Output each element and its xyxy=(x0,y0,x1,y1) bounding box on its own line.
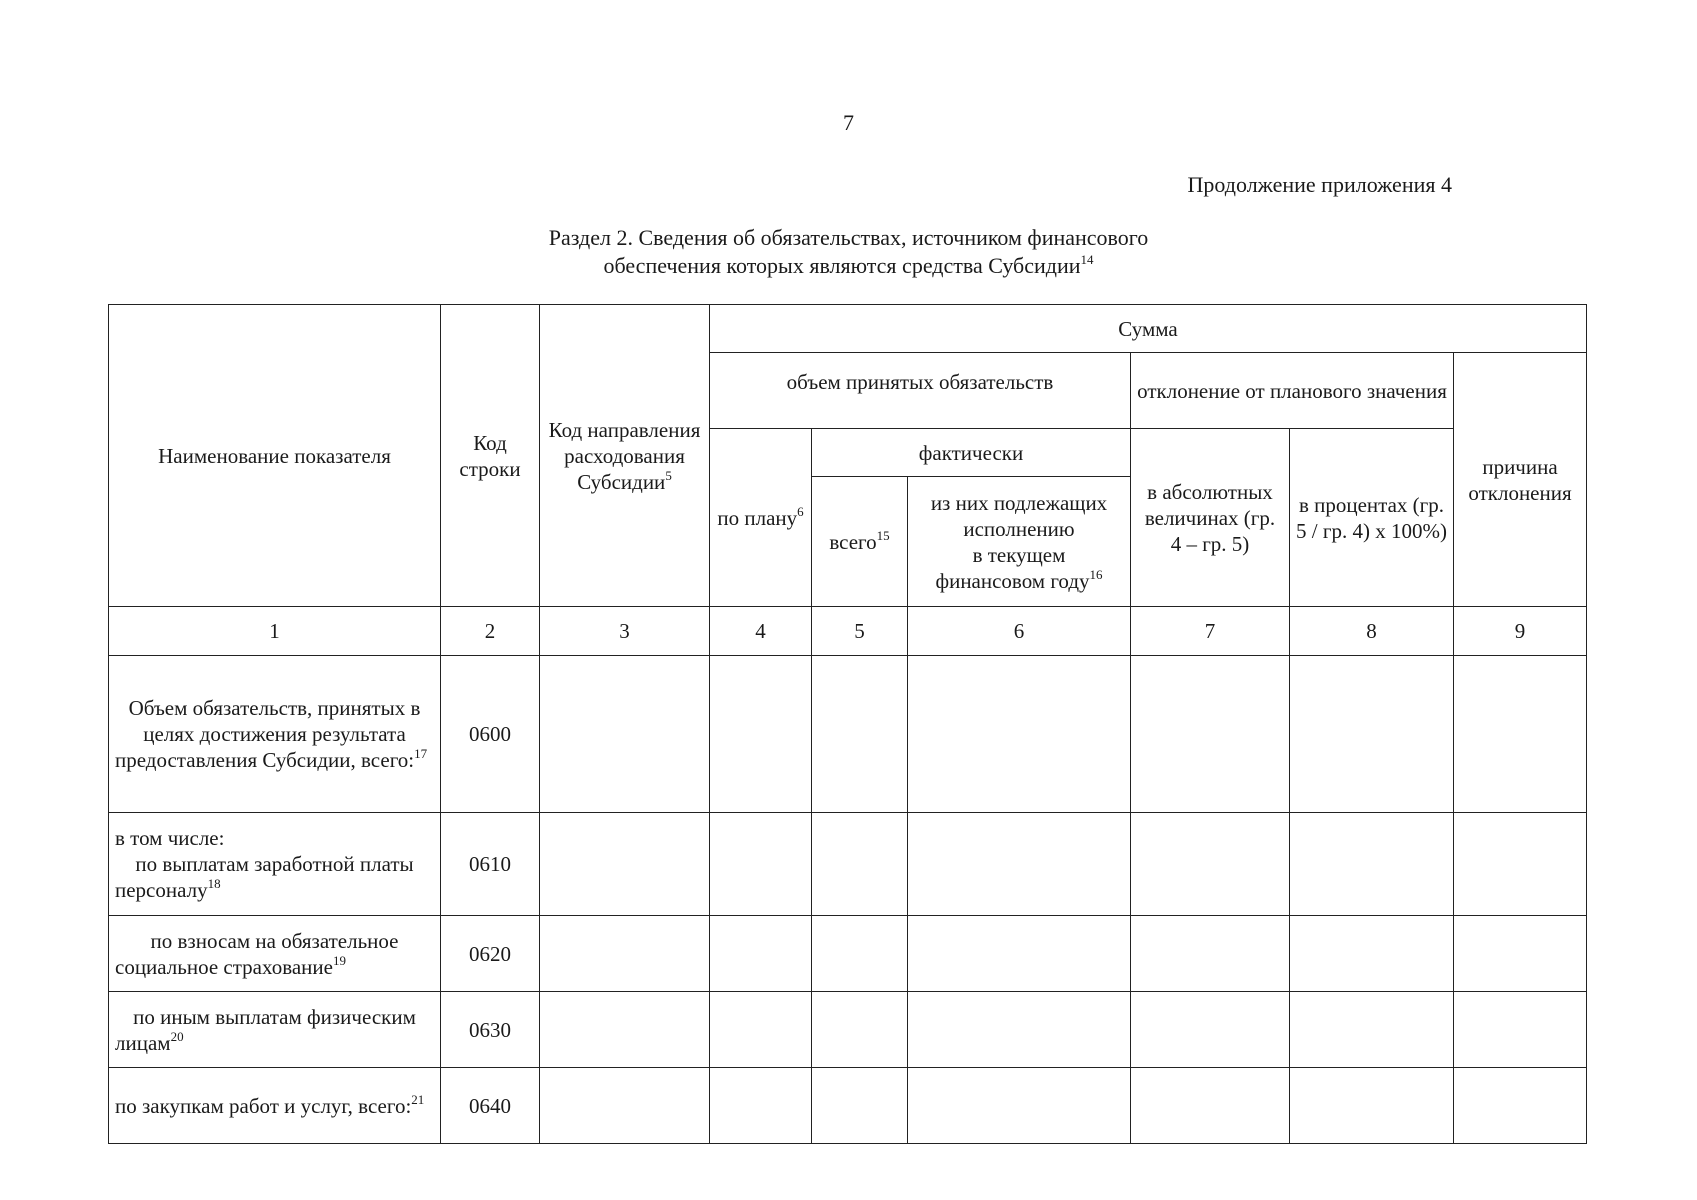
empty-cell[interactable] xyxy=(710,656,812,813)
header-row-code: Код строки xyxy=(441,305,540,607)
empty-cell[interactable] xyxy=(1454,916,1587,992)
empty-cell[interactable] xyxy=(1290,916,1454,992)
empty-cell[interactable] xyxy=(710,916,812,992)
empty-cell[interactable] xyxy=(1131,656,1290,813)
empty-cell[interactable] xyxy=(1131,1068,1290,1144)
footnote-ref: 5 xyxy=(665,467,672,483)
header-obligations-volume: объем принятых обязательств xyxy=(710,353,1131,429)
empty-cell[interactable] xyxy=(1290,992,1454,1068)
column-number: 1 xyxy=(109,607,441,656)
empty-cell[interactable] xyxy=(540,992,710,1068)
row-name: по закупкам работ и услуг, всего:$^{21}$ xyxy=(109,1068,441,1144)
empty-cell[interactable] xyxy=(812,916,908,992)
header-current-year: из них подлежащих исполнению в текущем финансовом году$^{16}$ xyxy=(908,477,1131,607)
table-row xyxy=(109,813,1587,916)
footnote-ref: 18 xyxy=(207,876,221,891)
section-title-line2: обеспечения которых являются средства Субсидии$^{14}$ xyxy=(603,252,1094,278)
empty-cell[interactable] xyxy=(908,656,1131,813)
row-code: 0610 xyxy=(441,813,540,916)
empty-cell[interactable] xyxy=(710,992,812,1068)
empty-cell[interactable] xyxy=(540,1068,710,1144)
column-number: 9 xyxy=(1454,607,1587,656)
empty-cell[interactable] xyxy=(1290,813,1454,916)
empty-cell[interactable] xyxy=(1290,1068,1454,1144)
empty-cell[interactable] xyxy=(908,1068,1131,1144)
footnote-ref: 19 xyxy=(332,952,346,968)
row-name: Объем обязательств, принятых в целях достижения результата предоставления Субсидии, всего:$^{17}$ xyxy=(109,656,441,813)
empty-cell[interactable] xyxy=(1131,916,1290,992)
section-title-line1: Раздел 2. Сведения об обязательствах, источником финансового xyxy=(548,225,1149,250)
column-numbers-row xyxy=(109,607,1587,656)
header-deviation: отклонение от планового значения xyxy=(1131,353,1454,429)
footnote-ref: 21 xyxy=(411,1091,425,1107)
obligations-table xyxy=(108,304,1587,1144)
empty-cell[interactable] xyxy=(1131,813,1290,916)
empty-cell[interactable] xyxy=(710,1068,812,1144)
table-row xyxy=(109,656,1587,813)
row-name: по иным выплатам физическим лицам$^{20}$ xyxy=(109,992,441,1068)
row-code: 0640 xyxy=(441,1068,540,1144)
appendix-continuation: Продолжение приложения 4 xyxy=(1187,172,1452,197)
column-number: 3 xyxy=(540,607,710,656)
empty-cell[interactable] xyxy=(540,656,710,813)
column-number: 6 xyxy=(908,607,1131,656)
header-absolute: в абсолютных величинах (гр. 4 – гр. 5) xyxy=(1131,429,1290,607)
empty-cell[interactable] xyxy=(812,656,908,813)
footnote-ref: 6 xyxy=(797,503,804,519)
header-planned: по плану$^6$ xyxy=(710,429,812,607)
footnote-ref: 20 xyxy=(170,1028,184,1044)
empty-cell[interactable] xyxy=(812,1068,908,1144)
empty-cell[interactable] xyxy=(812,992,908,1068)
table-row xyxy=(109,916,1587,992)
empty-cell[interactable] xyxy=(1454,1068,1587,1144)
column-number: 2 xyxy=(441,607,540,656)
table-row xyxy=(109,1068,1587,1144)
header-indicator-name: Наименование показателя xyxy=(109,305,441,607)
column-number: 8 xyxy=(1290,607,1454,656)
row-code: 0630 xyxy=(441,992,540,1068)
row-code: 0620 xyxy=(441,916,540,992)
empty-cell[interactable] xyxy=(1290,656,1454,813)
table-row xyxy=(109,992,1587,1068)
empty-cell[interactable] xyxy=(1131,992,1290,1068)
empty-cell[interactable] xyxy=(908,992,1131,1068)
header-actual: фактически xyxy=(812,429,1131,477)
row-code: 0600 xyxy=(441,656,540,813)
column-number: 5 xyxy=(812,607,908,656)
column-number: 7 xyxy=(1131,607,1290,656)
empty-cell[interactable] xyxy=(1454,656,1587,813)
empty-cell[interactable] xyxy=(710,813,812,916)
section-title xyxy=(0,224,1697,280)
header-sum: Сумма xyxy=(710,305,1587,353)
footnote-ref: 14 xyxy=(1080,252,1094,267)
row-name: по взносам на обязательное социальное страхование$^{19}$ xyxy=(109,916,441,992)
header-percent: в процентах (гр. 5 / гр. 4) x 100%) xyxy=(1290,429,1454,607)
footnote-ref: 15 xyxy=(876,527,890,543)
header-actual-total: всего$^{15}$ xyxy=(812,477,908,607)
empty-cell[interactable] xyxy=(908,813,1131,916)
empty-cell[interactable] xyxy=(540,813,710,916)
page-number: 7 xyxy=(843,110,854,135)
row-name: в том числе: по выплатам заработной платы персоналу$^{18}$ xyxy=(109,813,441,916)
header-direction-code: Код направления расходования Субсидии$^5$ xyxy=(540,305,710,607)
empty-cell[interactable] xyxy=(812,813,908,916)
empty-cell[interactable] xyxy=(1454,992,1587,1068)
empty-cell[interactable] xyxy=(540,916,710,992)
empty-cell[interactable] xyxy=(1454,813,1587,916)
column-number: 4 xyxy=(710,607,812,656)
footnote-ref: 17 xyxy=(414,746,428,761)
footnote-ref: 16 xyxy=(1089,566,1103,582)
header-reason: причина отклонения xyxy=(1454,353,1587,607)
empty-cell[interactable] xyxy=(908,916,1131,992)
